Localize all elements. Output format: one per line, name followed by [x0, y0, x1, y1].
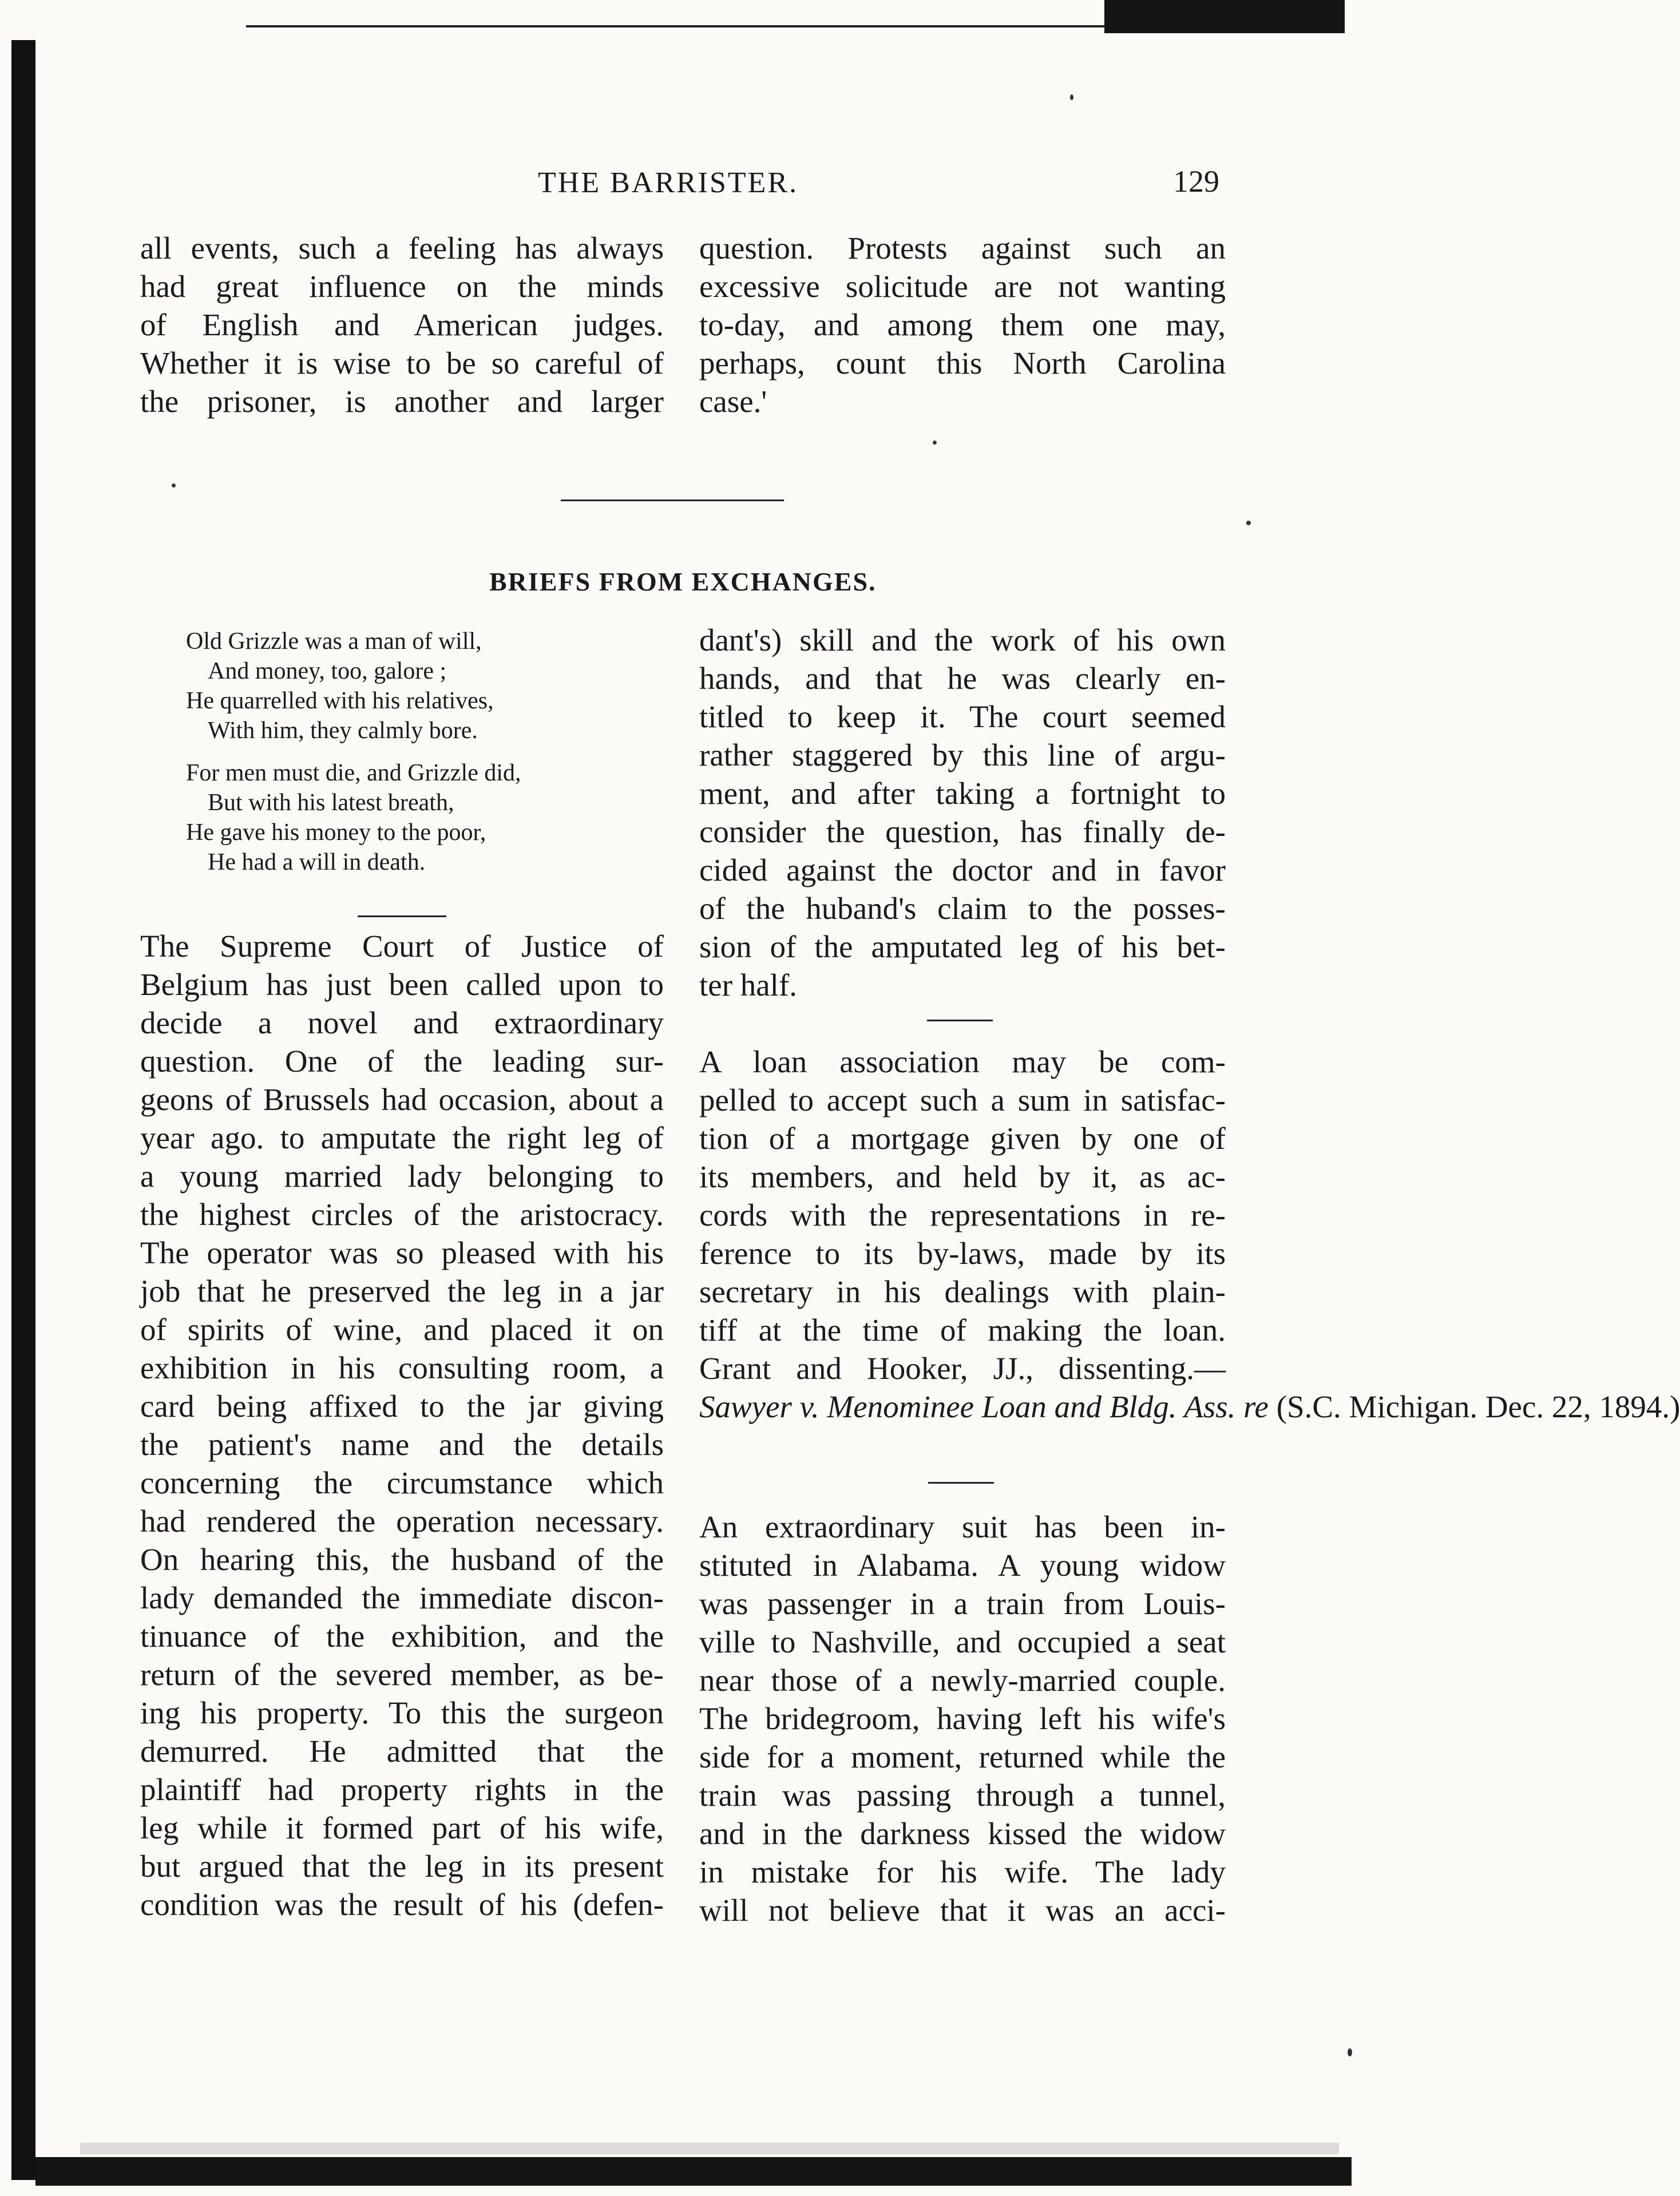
- text-line: dant's) skill and the work of his own: [699, 623, 1226, 657]
- text-line: consider the question, has finally de-: [699, 814, 1226, 849]
- text-line: a young married lady belonging to: [140, 1159, 664, 1194]
- text-line: of English and American judges.: [140, 307, 664, 342]
- text-line: plaintiff had property rights in the: [140, 1772, 664, 1807]
- text-line: ference to its by-laws, made by its: [699, 1236, 1226, 1271]
- text-line: but argued that the leg in its present: [140, 1849, 664, 1884]
- poem-line: He had a will in death.: [208, 849, 426, 875]
- text-line: had great influence on the minds: [140, 269, 664, 304]
- scan-bottom-shadow: [80, 2143, 1339, 2154]
- text-line: the prisoner, is another and larger: [140, 384, 664, 419]
- left-article: [140, 927, 664, 1924]
- right-article-continuation: [699, 621, 1226, 1004]
- text-line: perhaps, count this North Carolina: [699, 346, 1226, 380]
- text-line: of spirits of wine, and placed it on: [140, 1312, 664, 1347]
- poem-line: Old Grizzle was a man of will,: [186, 628, 482, 655]
- text-line: excessive solicitude are not wanting: [699, 269, 1226, 304]
- item-separator: [358, 915, 446, 917]
- text-line: ment, and after taking a fortnight to: [699, 776, 1226, 811]
- text-line: The bridegroom, having left his wife's: [699, 1701, 1226, 1736]
- scan-speck: [1348, 2048, 1352, 2056]
- text-line: A loan association may be com-: [699, 1044, 1226, 1079]
- scan-bottom-edge: [35, 2157, 1352, 2186]
- page-number: 129: [1173, 164, 1219, 199]
- top-left-column: [140, 229, 664, 421]
- text-line: and in the darkness kissed the widow: [699, 1816, 1226, 1851]
- text-line: year ago. to amputate the right leg of: [140, 1120, 664, 1155]
- text-line: exhibition in his consulting room, a: [140, 1350, 664, 1385]
- text-line: sion of the amputated leg of his bet-: [699, 929, 1226, 964]
- text-line: tinuance of the exhibition, and the: [140, 1619, 664, 1654]
- scan-speck: [933, 441, 937, 445]
- text-line: the highest circles of the aristocracy.: [140, 1197, 664, 1232]
- poem-line: He quarrelled with his relatives,: [186, 688, 494, 714]
- text-line: rather staggered by this line of argu-: [699, 738, 1226, 772]
- text-line: Belgium has just been called upon to: [140, 967, 664, 1002]
- text-line: job that he preserved the leg in a jar: [140, 1274, 664, 1309]
- text-line: geons of Brussels had occasion, about a: [140, 1082, 664, 1117]
- text-line: Whether it is wise to be so careful of: [140, 346, 664, 380]
- poem-line: For men must die, and Grizzle did,: [186, 760, 521, 786]
- text-line: On hearing this, the husband of the: [140, 1542, 664, 1577]
- poem-line: But with his latest breath,: [208, 790, 454, 816]
- text-line: lady demanded the immediate discon-: [140, 1580, 664, 1615]
- text-line: ing his property. To this the surgeon: [140, 1695, 664, 1730]
- scan-speck: [1070, 94, 1073, 100]
- text-line: of the huband's claim to the posses-: [699, 891, 1226, 926]
- text-line: stituted in Alabama. A young widow: [699, 1548, 1226, 1583]
- item-separator: [928, 1482, 994, 1484]
- text-line: question. One of the leading sur-: [140, 1044, 664, 1079]
- text-line: pelled to accept such a sum in satisfac-: [699, 1083, 1226, 1117]
- text-line: near those of a newly-married couple.: [699, 1663, 1226, 1698]
- text-line: An extraordinary suit has been in-: [699, 1509, 1226, 1544]
- text-line: decide a novel and extraordinary: [140, 1005, 664, 1040]
- text-line: tion of a mortgage given by one of: [699, 1121, 1226, 1156]
- text-line: ter half.: [699, 968, 798, 1002]
- text-line: had rendered the operation necessary.: [140, 1504, 664, 1539]
- text-line: leg while it formed part of his wife,: [140, 1810, 664, 1845]
- text-line: to-day, and among them one may,: [699, 307, 1226, 342]
- poem-line: With him, they calmly bore.: [208, 718, 478, 744]
- scan-top-edge: [1104, 0, 1345, 33]
- alabama-suit-item: [699, 1508, 1226, 1929]
- text-line: card being affixed to the jar giving: [140, 1389, 664, 1424]
- loan-association-item: [699, 1042, 1680, 1426]
- text-line: cided against the doctor and in favor: [699, 853, 1226, 887]
- item-separator: [927, 1020, 993, 1021]
- text-line: case.': [699, 384, 767, 419]
- text-line: demurred. He admitted that the: [140, 1734, 664, 1769]
- text-line: its members, and held by it, as ac-: [699, 1159, 1226, 1194]
- text-line: the patient's name and the details: [140, 1427, 664, 1462]
- text-line: The Supreme Court of Justice of: [140, 929, 664, 964]
- text-line: Grant and Hooker, JJ., dissenting.—: [699, 1351, 1226, 1386]
- text-line: will not believe that it was an acci-: [699, 1893, 1226, 1928]
- case-name: Sawyer v. Menominee Loan and Bldg. Ass. re: [699, 1389, 1269, 1424]
- text-line: The operator was so pleased with his: [140, 1235, 664, 1270]
- text-line: secretary in his dealings with plain-: [699, 1274, 1226, 1309]
- scan-speck: [1246, 521, 1251, 525]
- text-line: tiff at the time of making the loan.: [699, 1313, 1226, 1347]
- text-line: all events, such a feeling has always: [140, 231, 664, 265]
- running-title: THE BARRISTER.: [538, 167, 799, 199]
- text-line: condition was the result of his (defen-: [140, 1887, 664, 1922]
- section-separator: [561, 500, 784, 501]
- text-line: hands, and that he was clearly en-: [699, 661, 1226, 696]
- text-line: titled to keep it. The court seemed: [699, 699, 1226, 734]
- poem: [186, 627, 521, 877]
- top-right-column: [699, 229, 1226, 421]
- text-line: return of the severed member, as be-: [140, 1657, 664, 1692]
- text-line: side for a moment, returned while the: [699, 1739, 1226, 1774]
- stanza-gap: [186, 746, 521, 758]
- text-line: was passenger in a train from Louis-: [699, 1586, 1226, 1621]
- text-line: in mistake for his wife. The lady: [699, 1854, 1226, 1889]
- case-court-date: (S.C. Michigan. Dec. 22, 1894.): [1276, 1389, 1680, 1424]
- text-line: ville to Nashville, and occupied a seat: [699, 1624, 1226, 1659]
- text-line: concerning the circumstance which: [140, 1465, 664, 1500]
- scan-left-edge: [11, 40, 35, 2180]
- scan-speck: [172, 483, 176, 487]
- poem-line: And money, too, galore ;: [208, 658, 447, 684]
- text-line: question. Protests against such an: [699, 231, 1226, 265]
- text-line: cords with the representations in re-: [699, 1198, 1226, 1232]
- poem-line: He gave his money to the poor,: [186, 819, 486, 846]
- text-line: train was passing through a tunnel,: [699, 1778, 1226, 1813]
- section-title: BRIEFS FROM EXCHANGES.: [489, 567, 877, 596]
- case-citation: [699, 1388, 1680, 1426]
